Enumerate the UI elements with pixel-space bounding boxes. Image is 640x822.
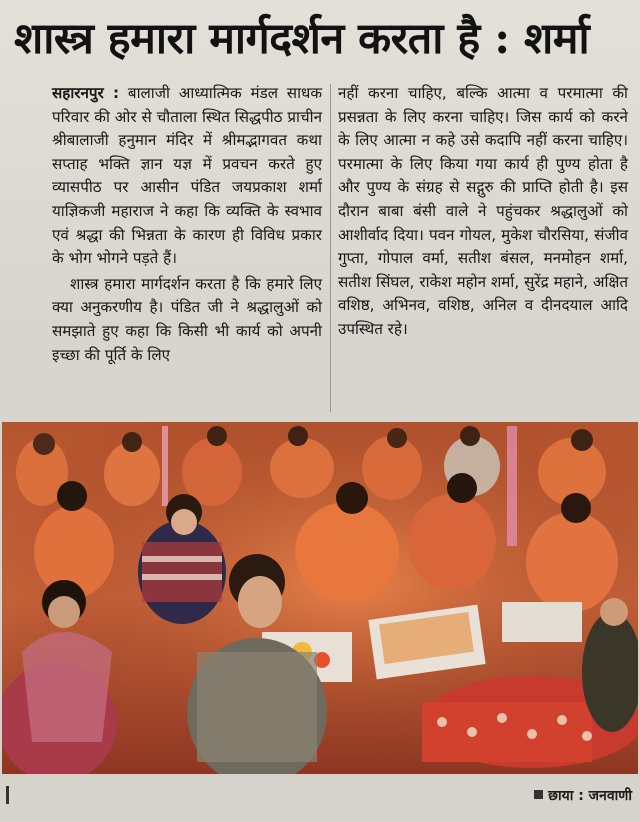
dateline: सहारनपुर :	[52, 84, 120, 102]
photo-credit-text: छाया : जनवाणी	[548, 788, 632, 804]
devotees-gathering-image	[2, 422, 638, 774]
column-divider	[330, 84, 331, 412]
photo-credit	[534, 786, 632, 805]
article-paragraph-2: शास्त्र हमारा मार्गदर्शन करता है कि हमारे लिए क्या अनुकरणीय है। पंडित जी ने श्रद्धालुओं को समझाते हुए कहा कि किसी भी कार्य को अपनी इच्छा की पूर्ति के लिए	[52, 274, 322, 364]
margin-mark	[6, 786, 9, 804]
event-photo	[2, 422, 638, 774]
article-column-left	[52, 82, 322, 367]
headline: शास्त्र हमारा मार्गदर्शन करता है : शर्मा	[14, 14, 590, 64]
article-paragraph-3: नहीं करना चाहिए, बल्कि आत्मा व परमात्मा की प्रसन्नता के लिए करना चाहिए। जिस कार्य को करने के लिए आत्मा न कहे उसे कदापि नहीं करना चाहिए। परमात्मा के लिए किया गया कार्य ही पुण्य होता है और पुण्य के संग्रह से सद्गुरु की प्राप्ति होती है। इस दौरान बाबा बंसी वाले ने पहुंचकर श्रद्धालुओं को आशीर्वाद दिया। पवन गोयल, मुकेश चौरसिया, संजीव गुप्ता, गोपाल वर्मा, सतीश बंसल, मनमोहन शर्मा, सतीश सिंघल, राकेश महोन शर्मा, सुरेंद्र महाने, अक्षित वशिष्ठ, अभिनव, वशिष्ठ, अनिल व दीनदयाल आदि उपस्थित रहे।	[338, 84, 628, 338]
article-column-right	[338, 82, 628, 342]
square-bullet-icon	[534, 790, 543, 799]
article-paragraph-1: बालाजी आध्यात्मिक मंडल साधक परिवार की ओर से चौताला स्थित सिद्धपीठ प्राचीन श्रीबालाजी हनुमान मंदिर में श्रीमद्भागवत कथा सप्ताह भक्ति ज्ञान यज्ञ में प्रवचन करते हुए व्यासपीठ पर आसीन पंडित जयप्रकाश शर्मा याज्ञिकजी महाराज ने कहा कि व्यक्ति के स्वभाव एवं श्रद्धा की भिन्नता के कारण ही विविध प्रकार के भोग भोगने पड़ते हैं।	[52, 84, 323, 268]
